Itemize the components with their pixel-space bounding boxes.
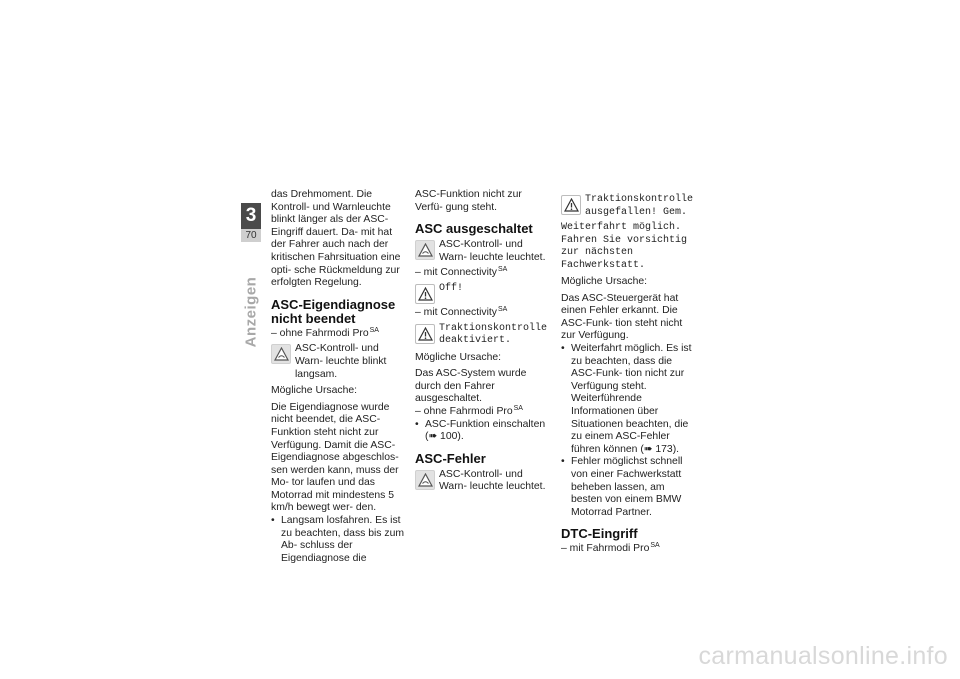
heading-dtc-intervention: DTC-Eingriff [561,526,638,542]
display-message-continued: Weiterfahrt möglich. Fahren Sie vorsichtig zur nächsten Fachwerkstatt. [561,222,688,271]
cause-text: Das ASC-System wurde durch den Fahrer ausgeschaltet. [415,368,527,405]
condition-line: – mit Connectivity$^{SA}$ [415,266,508,279]
light-status-text: ASC-Kontroll- und Warn- leuchte leuchtet. [439,468,546,493]
heading-asc-off: ASC ausgeschaltet [415,221,533,237]
cause-text: Die Eigendiagnose wurde nicht beendet, die ASC-Funktion steht nicht zur Verfügung. Damit die ASC-Eigendiagnose abgeschlos- sen werden kann, muss der Mo- tor laufen und das Motorrad mit mindestens 5 km/h bewegt wer- den. [271,401,399,514]
list-item: • Langsam losfahren. Es ist zu beachten, dass bis zum Ab- schluss der Eigendiagnose die [271,515,407,565]
column-1 [271,189,407,565]
chapter-number: 3 [241,203,261,229]
warning-triangle-icon [415,470,435,490]
continuation-text: ASC-Funktion nicht zur Verfü- gung steht. [415,189,522,213]
warning-triangle-icon [271,344,291,364]
action-list [271,515,407,565]
column-2 [415,189,551,497]
warning-triangle-icon [415,240,435,260]
display-message-block [561,194,697,219]
light-status-text: ASC-Kontroll- und Warn- leuchte leuchtet. [439,239,546,263]
list-item: • Weiterfahrt möglich. Es ist zu beachten, dass die ASC-Funk- tion nicht zur Verfügung steht. Weiterführende Informationen über Situationen beachten, die zu einem ASC-Fehler führen können (➠ 173). [561,343,697,456]
condition-line: – ohne Fahrmodi Pro$^{SA}$ [271,326,379,339]
warning-triangle-icon [415,324,435,344]
cause-label: Mögliche Ursache: [415,351,502,363]
warning-triangle-icon [561,195,581,215]
heading-asc-error: ASC-Fehler [415,450,486,466]
list-item: • ASC-Funktion einschalten (➠ 100). [415,419,551,444]
column-3 [561,189,697,556]
list-item: • Fehler möglichst schnell von einer Fachwerkstatt beheben lassen, am besten von einem BMW Motorrad Partner. [561,456,697,519]
watermark: carmanualsonline.info [698,642,948,670]
condition-line: – mit Fahrmodi Pro$^{SA}$ [561,542,660,555]
cause-text: Das ASC-Steuergerät hat einen Fehler erkannt. Die ASC-Funk- tion steht nicht zur Verfügung. [561,292,683,342]
display-message: Traktionskontrolle deaktiviert. [439,322,548,347]
display-message: Traktionskontrolle ausgefallen! Gem. [585,194,694,218]
display-message-block [415,283,551,304]
warning-light-block [415,239,551,264]
cause-label: Mögliche Ursache: [561,276,648,287]
page-number: 70 [241,229,261,242]
cause-label: Mögliche Ursache: [271,385,358,397]
action-list [415,419,551,444]
action-list [561,343,697,519]
condition-line: – mit Connectivity$^{SA}$ [415,305,508,318]
warning-triangle-icon [415,284,435,304]
display-message-block [415,323,551,348]
intro-paragraph: das Drehmoment. Die Kontroll- und Warnleuchte blinkt länger als der ASC-Eingriff dauert. Da- mit hat der Fahrer auch nach der kritischen Fahrsituation eine opti- sche Rückmeldung zur erfolgten Regelung. [271,189,401,289]
display-message: Off! [439,282,464,294]
light-status-text: ASC-Kontroll- und Warn- leuchte blinkt langsam. [295,343,387,380]
warning-light-block [271,343,407,381]
heading-asc-self-diagnosis: ASC-Eigendiagnose nicht beendet [271,296,396,326]
warning-light-block [415,469,551,494]
chapter-title: Anzeigen [242,276,260,348]
condition-line: – ohne Fahrmodi Pro$^{SA}$ [415,404,523,417]
